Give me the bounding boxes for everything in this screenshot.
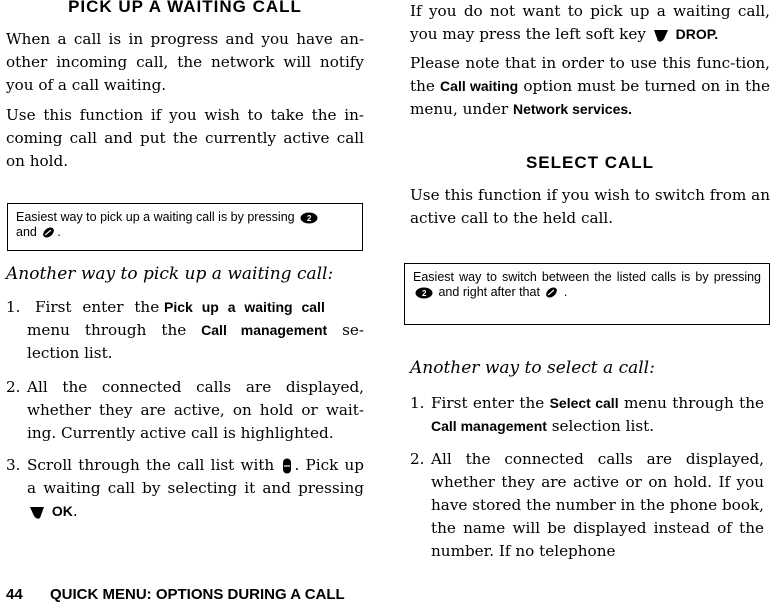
paragraph-text: Please note that in order to use this func-tion, the bbox=[410, 54, 770, 95]
list-text: First enter the bbox=[431, 394, 545, 412]
section-heading-pick-up: PICK UP A WAITING CALL bbox=[68, 0, 302, 16]
tip-text: Easiest way to pick up a waiting call is by pressing bbox=[16, 210, 295, 224]
key-2-icon bbox=[415, 287, 433, 299]
scroll-key-icon bbox=[282, 458, 292, 474]
page-footer bbox=[6, 586, 426, 603]
svg-text:2: 2 bbox=[422, 288, 427, 298]
list-item bbox=[6, 454, 364, 523]
paragraph-text: If you do not want to pick up a waiting call, you may press the left soft key bbox=[410, 2, 770, 43]
alt-method-heading: Another way to pick up a waiting call: bbox=[6, 264, 334, 284]
list-number: 1. bbox=[6, 298, 21, 316]
tip-text: and right after that bbox=[438, 285, 540, 299]
list-text: All the connected calls are displayed, whether they are active or on hold. If you have stored the number in the phone book, the name will be displayed instead of the number. If no telephone bbox=[431, 450, 764, 560]
list-text: All the connected calls are displayed, whether they are active, on hold or wait-ing. Currently active call is highlighted. bbox=[27, 378, 364, 442]
menu-name: Network services. bbox=[512, 101, 633, 117]
soft-key-label: OK bbox=[51, 503, 73, 519]
intro-paragraph: When a call is in progress and you have an-other incoming call, the network will notify you of a call waiting. bbox=[6, 30, 364, 94]
list-item bbox=[6, 376, 364, 445]
alt-method-heading: Another way to select a call: bbox=[410, 358, 655, 378]
list-number: 2. bbox=[6, 378, 21, 396]
list-text: se-lection list. bbox=[27, 321, 365, 362]
list-text: . Pick up a waiting call by selecting it and pressing bbox=[27, 456, 365, 497]
list-text: . bbox=[72, 502, 78, 520]
paragraph-text: . bbox=[714, 26, 719, 42]
list-number: 2. bbox=[410, 450, 425, 468]
menu-name: Pick up a waiting call bbox=[164, 299, 325, 315]
menu-name: Select call bbox=[549, 395, 619, 411]
tip-text-end: . bbox=[563, 285, 568, 299]
list-item bbox=[410, 392, 764, 438]
list-text: Scroll through the call list with bbox=[27, 456, 275, 474]
svg-text:2: 2 bbox=[307, 213, 312, 223]
tip-box bbox=[7, 203, 363, 251]
soft-key-label: DROP bbox=[675, 26, 715, 42]
section-heading-select-call: SELECT CALL bbox=[525, 153, 655, 172]
right-soft-key-icon bbox=[29, 504, 45, 520]
option-name: Call waiting bbox=[440, 78, 519, 94]
paragraph-text: option must be turned on in the menu, under bbox=[410, 77, 770, 118]
tip-text-end: . bbox=[57, 225, 61, 239]
list-text: First enter the bbox=[34, 298, 160, 316]
left-soft-key-icon bbox=[653, 27, 669, 43]
footer-section-title: QUICK MENU: OPTIONS DURING A CALL bbox=[50, 586, 345, 603]
usage-paragraph: Use this function if you wish to take the in-coming call and put the currently active call on hold. bbox=[6, 106, 364, 170]
send-key-icon bbox=[545, 286, 558, 299]
key-2-icon bbox=[300, 212, 318, 224]
page-number: 44 bbox=[6, 586, 23, 603]
list-item bbox=[410, 448, 764, 563]
list-item bbox=[6, 296, 364, 365]
list-number: 1. bbox=[410, 394, 425, 412]
list-number: 3. bbox=[6, 456, 21, 474]
list-text: menu through the bbox=[623, 394, 765, 412]
menu-name: Call management bbox=[431, 418, 547, 434]
drop-paragraph bbox=[410, 0, 770, 46]
send-key-icon bbox=[42, 226, 55, 239]
tip-text-and: and bbox=[16, 225, 37, 239]
note-paragraph bbox=[410, 52, 770, 121]
menu-name: Call management bbox=[201, 322, 328, 338]
tip-text: Easiest way to switch between the listed calls is by pressing bbox=[413, 270, 761, 284]
tip-box bbox=[404, 263, 770, 325]
list-text: selection list. bbox=[551, 417, 655, 435]
list-text: menu through the bbox=[27, 321, 187, 339]
select-call-paragraph: Use this function if you wish to switch from an active call to the held call. bbox=[410, 186, 770, 227]
